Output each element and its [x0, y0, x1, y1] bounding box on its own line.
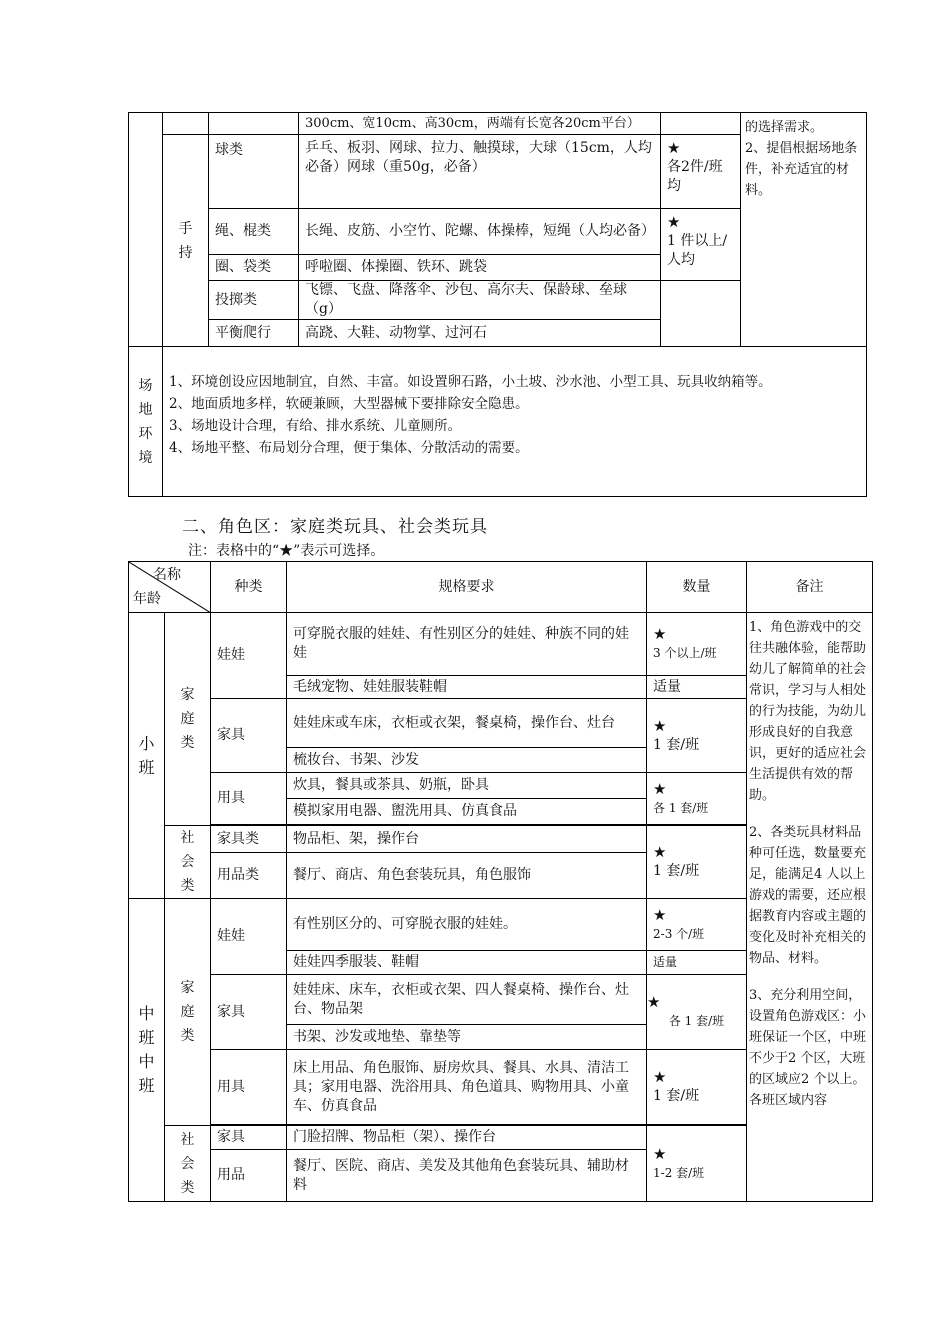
diagonal-header	[129, 562, 211, 613]
kind-cell: 用品	[211, 1150, 287, 1202]
note-text: 的选择需求。	[745, 120, 824, 135]
header-note: 备注	[747, 562, 873, 613]
header-name: 名称	[153, 567, 181, 583]
spec-cell: 毛绒宠物、娃娃服装鞋帽	[287, 676, 647, 699]
star-icon: ★	[653, 905, 667, 924]
category-cell	[129, 113, 163, 347]
qty-cell	[647, 613, 747, 676]
qty-text: 各 1 套/班	[668, 1014, 725, 1028]
qty-text: 3 个以上/班	[653, 646, 717, 660]
qty-cell	[647, 1126, 747, 1202]
star-icon: ★	[653, 843, 667, 861]
age-zhong: 中 班 中 班	[129, 899, 165, 1202]
notes-cell	[747, 613, 873, 1202]
spec-cell: 300cm、宽10cm、高30cm，两端有长宽各20cm平台）	[299, 113, 661, 135]
spec-cell: 餐厅、医院、商店、美发及其他角色套装玩具、辅助材料	[287, 1150, 647, 1202]
qty-cell	[647, 975, 747, 1050]
qty-cell: 适量	[647, 676, 747, 699]
social-label: 社 会 类	[165, 826, 211, 899]
sports-equipment-table	[128, 112, 867, 497]
qty-cell	[647, 773, 747, 825]
spec-cell: 长绳、皮筋、小空竹、陀螺、体操棒，短绳（人均必备）	[299, 209, 661, 255]
qty-cell	[661, 135, 741, 209]
qty-cell	[661, 209, 741, 281]
spec-cell: 餐厅、商店、角色套装玩具，角色服饰	[287, 853, 647, 899]
header-age: 年龄	[133, 591, 161, 607]
kind-cell: 娃娃	[211, 899, 287, 975]
qty-cell	[647, 826, 747, 899]
kind-cell: 用具	[211, 1050, 287, 1125]
note-text: 2、各类玩具材料品种可任选，数量要充足，能满足4 人以上游戏的需要，还应根据教育内容或主题的变化及时补充相关的物品、材料。	[749, 825, 867, 966]
spec-cell: 娃娃床或车床，衣柜或衣架，餐桌椅，操作台、灶台	[287, 699, 647, 748]
venue-item: 4、场地平整、布局划分合理，便于集体、分散活动的需要。	[169, 440, 529, 456]
role-play-table	[128, 561, 873, 1202]
qty-text: 1-2 套/班	[653, 1165, 705, 1180]
star-icon: ★	[647, 993, 661, 1011]
spec-cell: 物品柜、架，操作台	[287, 826, 647, 853]
star-icon: ★	[653, 716, 667, 735]
qty-cell	[647, 1050, 747, 1125]
subcategory-cell	[163, 113, 209, 135]
star-icon: ★	[667, 139, 681, 157]
kind-cell: 用具	[211, 773, 287, 825]
spec-cell: 有性别区分的、可穿脱衣服的娃娃。	[287, 899, 647, 951]
venue-label: 场 地 环 境	[129, 347, 163, 497]
qty-cell	[661, 113, 741, 135]
spec-cell: 床上用品、角色服饰、厨房炊具、餐具、水具、清洁工具；家用电器、洗浴用具、角色道具、购物用具、小童车、仿真食品	[287, 1050, 647, 1125]
kind-cell: 球类	[209, 135, 299, 209]
spec-cell: 梳妆台、书架、沙发	[287, 748, 647, 773]
qty-text: 1 套/班	[653, 1088, 700, 1104]
header-spec: 规格要求	[287, 562, 647, 613]
qty-text: 2-3 个/班	[653, 926, 705, 941]
section-title: 二、角色区：家庭类玩具、社会类玩具	[182, 517, 488, 537]
header-kind: 种类	[211, 562, 287, 613]
star-icon: ★	[653, 1068, 667, 1086]
venue-content	[163, 347, 867, 497]
qty-cell	[661, 281, 741, 347]
qty-text: 各 1 套/班	[653, 800, 709, 815]
kind-cell: 家具	[211, 975, 287, 1050]
kind-cell: 用品类	[211, 853, 287, 899]
spec-cell: 呼啦圈、体操圈、铁环、跳袋	[299, 255, 661, 281]
note-text: 1、角色游戏中的交往共融体验，能帮助幼儿了解简单的社会常识，学习与人相处的行为技能，为幼儿形成良好的自我意识，更好的适应社会生活提供有效的帮助。	[749, 620, 867, 803]
star-icon: ★	[653, 625, 667, 643]
kind-cell: 家具类	[211, 826, 287, 853]
spec-cell: 书架、沙发或地垫、靠垫等	[287, 1025, 647, 1050]
star-icon: ★	[653, 1144, 667, 1163]
spec-cell: 炊具，餐具或茶具、奶瓶，卧具	[287, 773, 647, 799]
kind-cell: 家具	[211, 1126, 287, 1150]
qty-text: 1 件以上/人均	[667, 233, 728, 268]
qty-cell	[647, 899, 747, 951]
section-note: 注：表格中的“★”表示可选择。	[188, 543, 385, 559]
spec-cell: 娃娃四季服装、鞋帽	[287, 951, 647, 975]
kind-cell	[209, 113, 299, 135]
qty-text: 1 套/班	[653, 863, 700, 879]
kind-cell: 绳、棍类	[209, 209, 299, 255]
note-text: 3、充分利用空间，设置角色游戏区：小班保证一个区，中班不少于2 个区，大班的区域应2 个以上。各班区域内容	[749, 988, 867, 1108]
qty-text: 1 套/班	[653, 736, 700, 753]
qty-cell	[647, 699, 747, 773]
note-cell	[741, 113, 867, 347]
spec-cell: 模拟家用电器、盥洗用具、仿真食品	[287, 799, 647, 825]
social-label: 社 会 类	[165, 1126, 211, 1202]
qty-cell: 适量	[647, 951, 747, 975]
spec-cell: 高跷、大鞋、动物掌、过河石	[299, 320, 661, 347]
age-xiao: 小 班	[129, 613, 165, 899]
spec-cell: 门脸招牌、物品柜（架）、操作台	[287, 1126, 647, 1150]
qty-text: 各2件/班均	[667, 159, 723, 194]
spec-cell: 乒乓、板羽、网球、拉力、触摸球，大球（15cm，人均必备）网球（重50g，必备）	[299, 135, 661, 209]
star-icon: ★	[667, 213, 681, 231]
star-icon: ★	[653, 779, 667, 798]
kind-cell: 投掷类	[209, 281, 299, 320]
family-label: 家 庭 类	[165, 613, 211, 826]
venue-item: 1、环境创设应因地制宜，自然、丰富。如设置卵石路，小土坡、沙水池、小型工具、玩具收纳箱等。	[169, 374, 772, 390]
venue-item: 2、地面质地多样，软硬兼顾，大型器械下要排除安全隐患。	[169, 396, 529, 412]
kind-cell: 娃娃	[211, 613, 287, 699]
family-label: 家 庭 类	[165, 899, 211, 1126]
kind-cell: 圈、袋类	[209, 255, 299, 281]
header-qty: 数量	[647, 562, 747, 613]
spec-cell: 娃娃床、床车，衣柜或衣架、四人餐桌椅、操作台、灶台、物品架	[287, 975, 647, 1025]
spec-cell: 可穿脱衣服的娃娃、有性别区分的娃娃、种族不同的娃娃	[287, 613, 647, 676]
kind-cell: 家具	[211, 699, 287, 773]
venue-item: 3、场地设计合理，有给、排水系统、儿童厕所。	[169, 418, 462, 434]
note-text: 2、提倡根据场地条件，补充适宜的材料。	[745, 141, 858, 198]
spec-cell: 飞镖、飞盘、降落伞、沙包、高尔夫、保龄球、垒球（g）	[299, 281, 661, 320]
handheld-label: 手 持	[163, 135, 209, 347]
kind-cell: 平衡爬行	[209, 320, 299, 347]
